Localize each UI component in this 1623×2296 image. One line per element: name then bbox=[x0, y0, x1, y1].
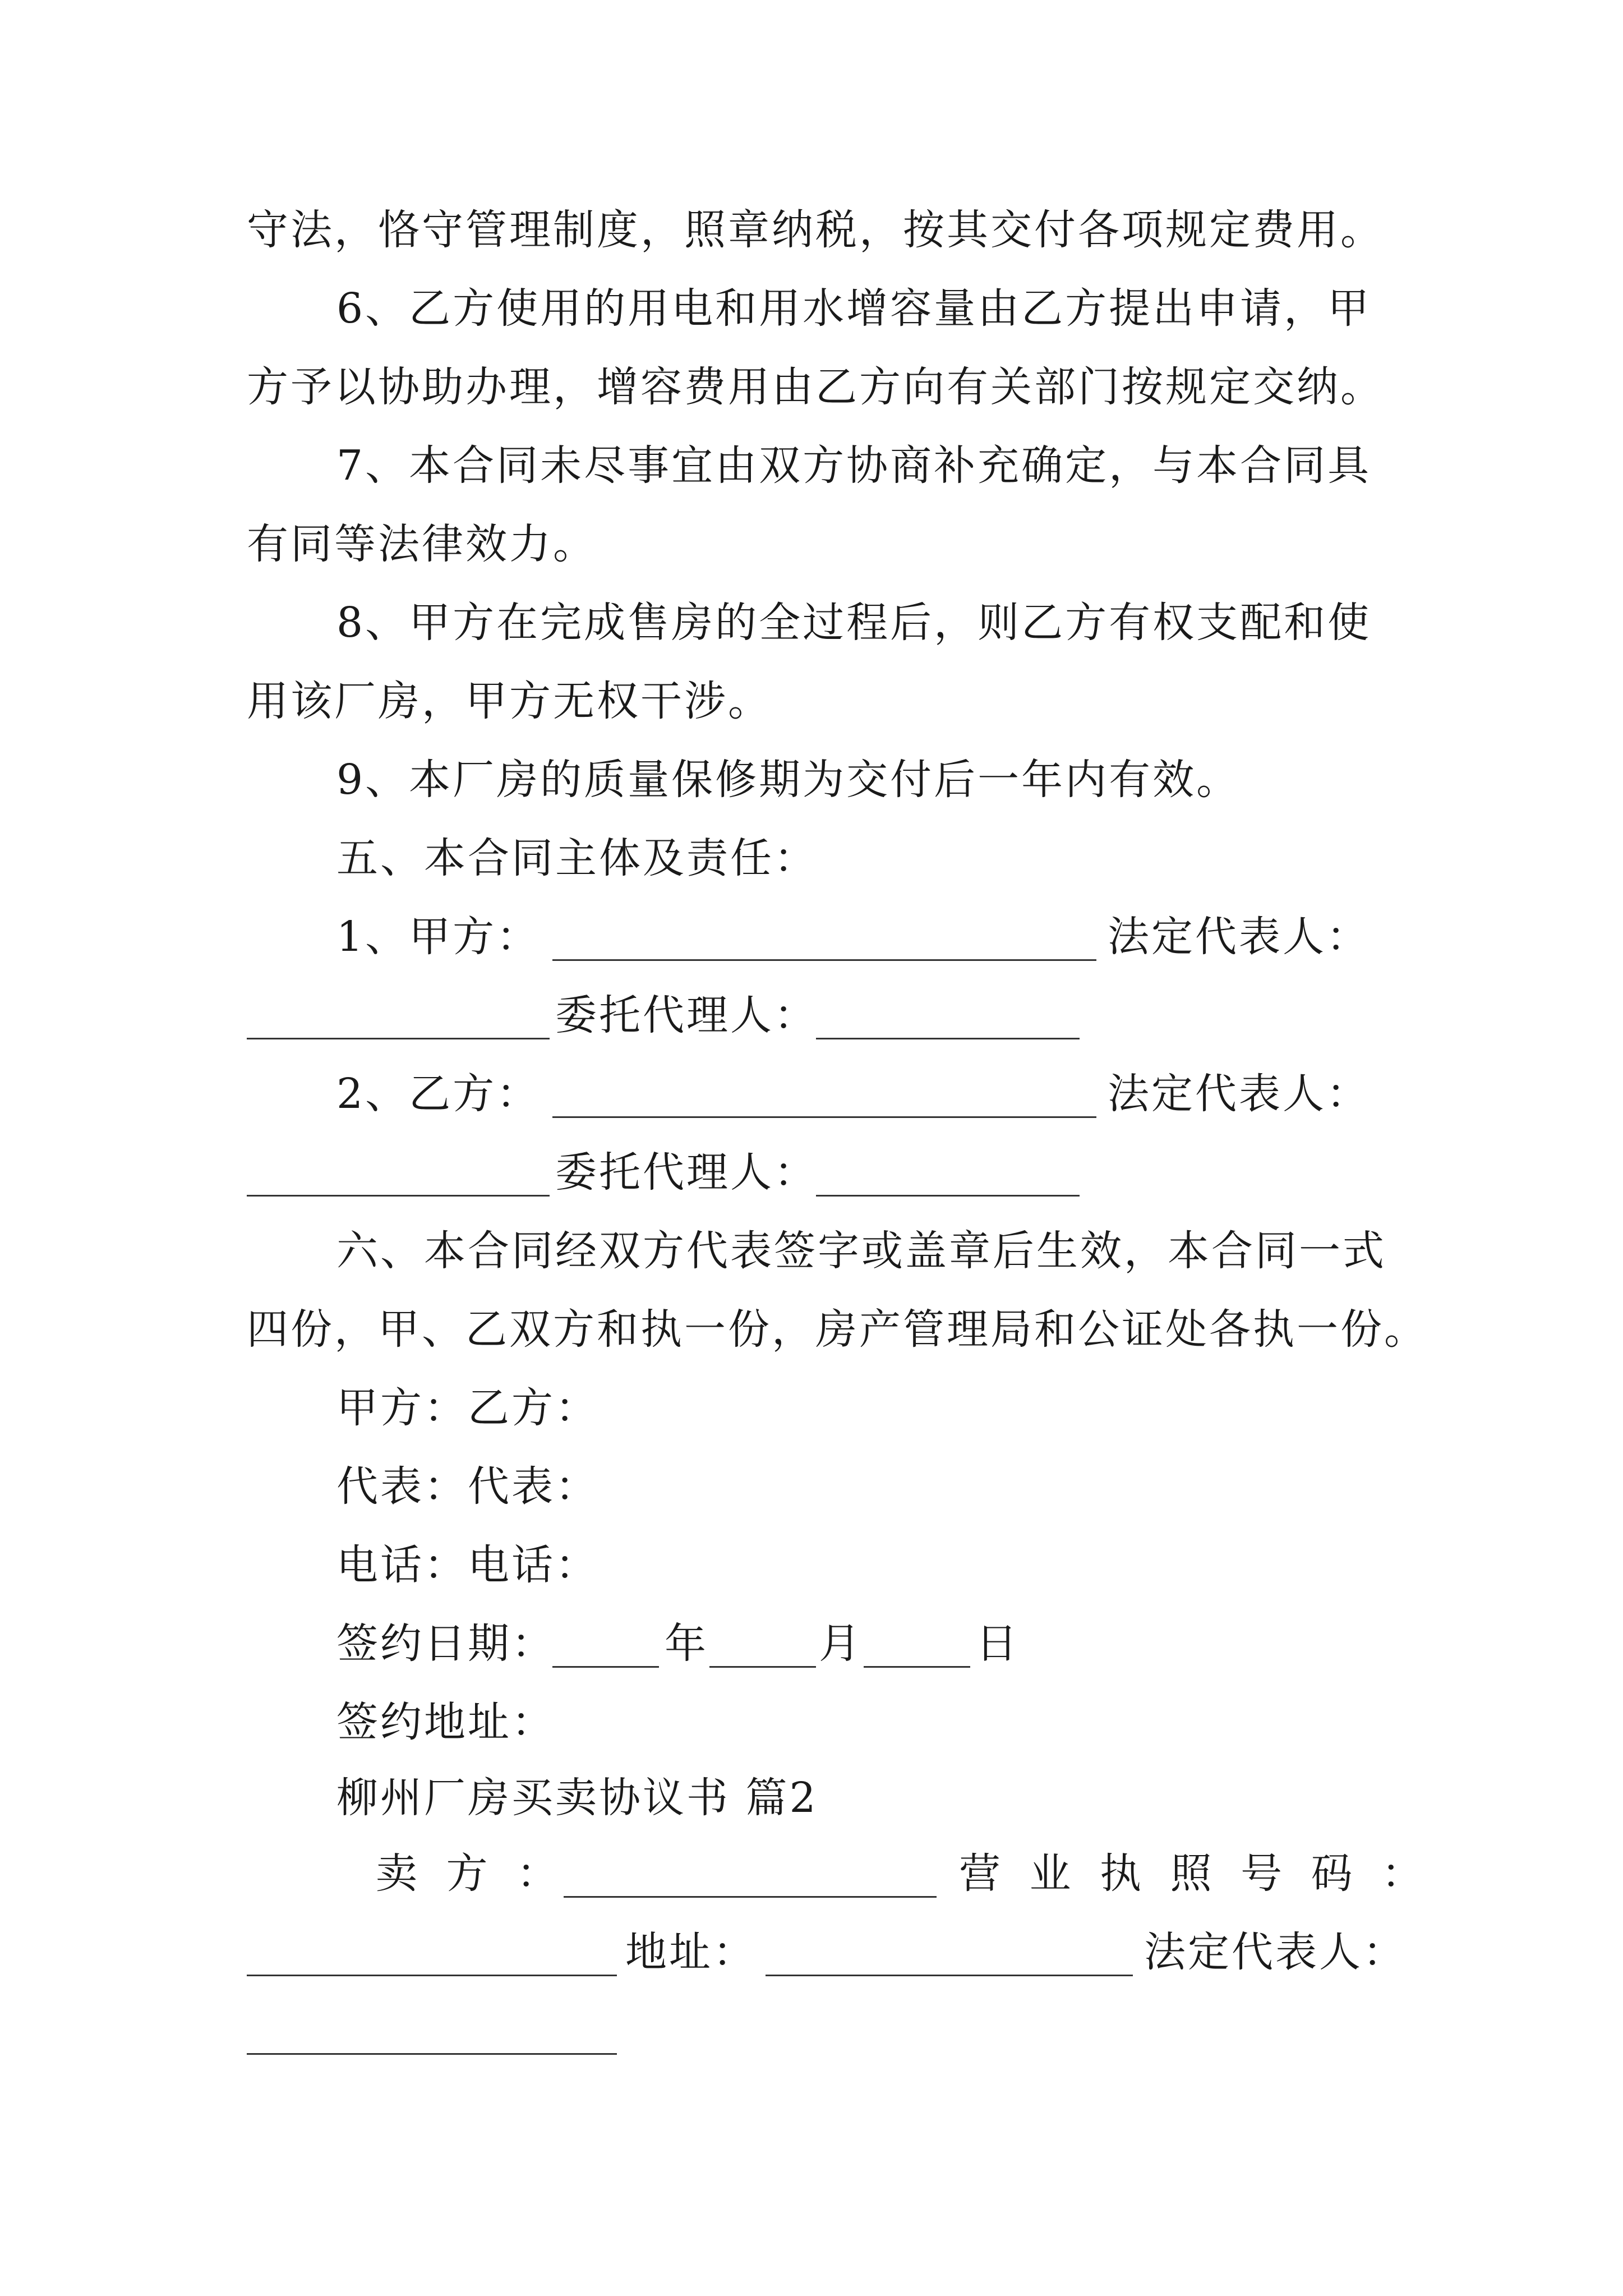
paragraph-line: 9、本厂房的质量保修期为交付后一年内有效。 bbox=[336, 756, 1241, 804]
paragraph-line: 守法，恪守管理制度，照章纳税，按其交付各项规定费用。 bbox=[247, 206, 1384, 254]
signature-party-line: 甲方：乙方： bbox=[336, 1384, 599, 1432]
paragraph-line: 6、乙方使用的用电和用水增容量由乙方提出申请，甲 bbox=[336, 284, 1372, 333]
month-blank[interactable] bbox=[709, 1627, 816, 1668]
paragraph-line: 有同等法律效力。 bbox=[247, 520, 597, 568]
party-a-label: 1、甲方： bbox=[336, 913, 541, 961]
paragraph-line: 8、甲方在完成售房的全过程后，则乙方有权支配和使 bbox=[336, 599, 1372, 647]
seller-label: 卖 方 ： bbox=[376, 1849, 566, 1898]
sign-address-label: 签约地址： bbox=[336, 1698, 555, 1746]
paragraph-line: 六、本合同经双方代表签字或盖章后生效，本合同一式 bbox=[336, 1227, 1386, 1275]
agent-blank[interactable] bbox=[816, 999, 1080, 1039]
business-license-label: 营 业 执 照 号 码 ： bbox=[959, 1849, 1431, 1898]
signature-rep-line: 代表：代表： bbox=[336, 1462, 599, 1511]
agent-blank[interactable] bbox=[816, 1156, 1080, 1197]
paragraph-line: 四份，甲、乙双方和执一份，房产管理局和公证处各执一份。 bbox=[247, 1305, 1428, 1354]
day-blank[interactable] bbox=[864, 1627, 970, 1668]
month-label: 月 bbox=[819, 1619, 863, 1668]
license-number-blank[interactable] bbox=[247, 1935, 617, 1976]
party-b-label: 2、乙方： bbox=[336, 1070, 541, 1118]
party-b-blank[interactable] bbox=[552, 1077, 1096, 1118]
legal-rep-blank[interactable] bbox=[247, 2014, 617, 2055]
address-blank[interactable] bbox=[766, 1935, 1133, 1976]
sign-date-label: 签约日期： bbox=[336, 1619, 555, 1668]
year-label: 年 bbox=[665, 1619, 708, 1668]
section-heading: 五、本合同主体及责任： bbox=[336, 834, 818, 882]
legal-rep-label: 法定代表人： bbox=[1108, 1070, 1370, 1118]
paragraph-line: 7、本合同未尽事宜由双方协商补充确定，与本合同具 bbox=[336, 441, 1372, 490]
signature-phone-line: 电话：电话： bbox=[336, 1541, 599, 1589]
legal-rep-blank[interactable] bbox=[247, 1156, 550, 1197]
agent-label: 委托代理人： bbox=[555, 1148, 818, 1197]
legal-rep-blank[interactable] bbox=[247, 999, 550, 1039]
seller-blank[interactable] bbox=[564, 1857, 937, 1898]
legal-rep-label: 法定代表人： bbox=[1108, 913, 1370, 961]
paragraph-line: 方予以协助办理，增容费用由乙方向有关部门按规定交纳。 bbox=[247, 363, 1384, 411]
year-blank[interactable] bbox=[552, 1627, 659, 1668]
legal-rep-label: 法定代表人： bbox=[1144, 1928, 1407, 1976]
section-title: 柳州厂房买卖协议书 篇2 bbox=[336, 1774, 818, 1822]
day-label: 日 bbox=[976, 1619, 1020, 1668]
agent-label: 委托代理人： bbox=[555, 991, 818, 1039]
paragraph-line: 用该厂房，甲方无权干涉。 bbox=[247, 677, 772, 725]
address-label: 地址： bbox=[625, 1928, 757, 1976]
party-a-blank[interactable] bbox=[552, 920, 1096, 961]
